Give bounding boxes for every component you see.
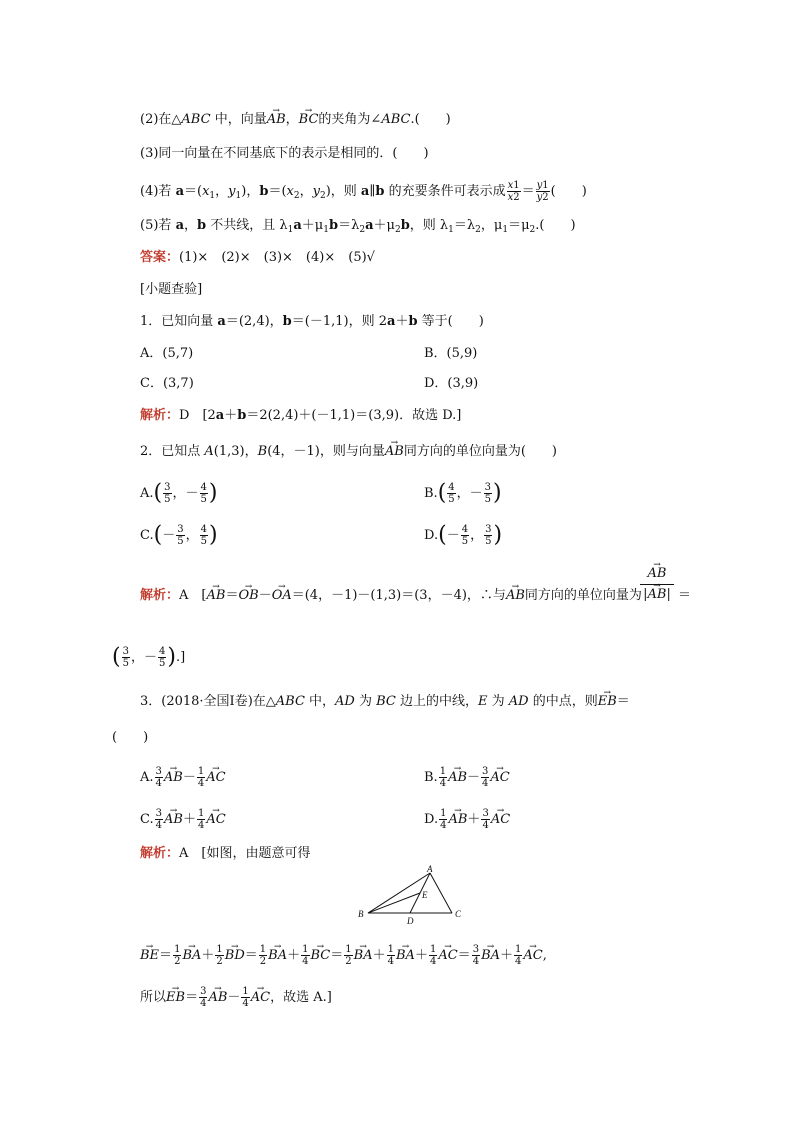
q3-option-a: A. $\frac{3}{4}$ → AB－ $\frac{1}{4}$ → AC (140, 766, 226, 789)
question-1: 1．已知向量 a＝(2,4)，b＝(－1,1)，则 2a＋b 等于( ) (140, 314, 484, 329)
question-2: 2．已知点 A(1,3)，B(4，－1)，则与向量→ AB同方向的单位向量为( ) (140, 444, 557, 460)
q2-option-d: D.(－ $\frac{4}{5}$ ， $\frac{3}{5}$ ) (424, 522, 503, 548)
q3-derivation: → BE＝ $\frac{1}{2}$ → BA＋ $\frac{1}{2}$ → BD＝ $\frac{1}{2}$ → BA＋ $\frac{1}{4}$ → BC＝ $\frac{1}{2}$ → BA＋ $\frac{1}{4}$ → BA＋ $\frac{1}{4}$ → AC＝ $\frac{3}{4}$ → BA＋ $\frac{1}{4}$ → AC, (140, 944, 547, 967)
q3-conclusion: 所以→ EB＝ $\frac{3}{4}$ → AB－ $\frac{1}{4}$ → AC，故选 A.] (140, 986, 332, 1009)
answer-text: (1)× (2)× (3)× (4)× (5)√ (179, 250, 375, 265)
q2-option-b: B.( $\frac{4}{5}$ ，－ $\frac{3}{5}$ ) (424, 480, 502, 506)
q2-option-a: A.( $\frac{3}{5}$ ，－ $\frac{4}{5}$ ) (140, 480, 218, 506)
q3-answer-paren: ( ) (112, 730, 149, 745)
q3-option-d: D. $\frac{1}{4}$ → AB＋ $\frac{3}{4}$ → AC (424, 808, 510, 831)
section-heading: [小题查验] (140, 282, 203, 297)
statement-2: (2)在△ABC 中，向量→ AB，→ BC的夹角为∠ABC.( ) (140, 112, 451, 128)
triangle-figure (352, 864, 472, 926)
side-ab (368, 873, 430, 913)
q1-option-a: A．(5,7) (140, 346, 194, 361)
label-e: E (422, 890, 428, 900)
q2-option-c: C.(－ $\frac{3}{5}$ ， $\frac{4}{5}$ ) (140, 522, 218, 548)
q1-solution: 解析：D [2a＋b＝2(2,4)＋(－1,1)＝(3,9)．故选 D.] (140, 408, 462, 423)
label-c: C (455, 909, 462, 919)
answer-line (140, 250, 375, 266)
statement-3: (3)同一向量在不同基底下的表示是相同的．( ) (140, 146, 429, 161)
question-3: 3．(2018·全国Ⅰ卷)在△ABC 中，AD 为 BC 边上的中线，E 为 AD 的中点，则→ EB＝ (140, 694, 630, 710)
q3-solution (140, 846, 310, 862)
q1-option-c: C．(3,7) (140, 376, 194, 391)
equals-sign: ＝ (678, 588, 692, 603)
answer-label: 答案： (140, 250, 180, 265)
label-a: A (427, 864, 433, 874)
unit-vector-fraction: → AB |→ AB| (640, 566, 674, 603)
q3-option-b: B. $\frac{1}{4}$ → AB－ $\frac{3}{4}$ → AC (424, 766, 510, 789)
q2-solution: 解析：A [→ AB＝→ OB－→ OA＝(4，－1)－(1,3)＝(3，－4)，∴与→ AB同方向的单位向量为 (140, 588, 642, 604)
label-b: B (358, 909, 364, 919)
q1-option-d: D．(3,9) (424, 376, 479, 391)
q2-solution-result: ( $\frac{3}{5}$ ，－ $\frac{4}{5}$ ).] (112, 644, 186, 670)
q2-solution-label: 解析： (140, 588, 180, 603)
q3-option-c: C. $\frac{3}{4}$ → AB＋ $\frac{1}{4}$ → AC (140, 808, 226, 831)
q1-option-b: B．(5,9) (424, 346, 478, 361)
q3-solution-label: 解析： (140, 846, 180, 861)
side-ac (430, 873, 452, 913)
q1-solution-label: 解析： (140, 408, 180, 423)
q3-solution-text: A [如图，由题意可得 (179, 846, 311, 861)
label-d: D (407, 916, 414, 926)
statement-5: (5)若 a，b 不共线，且 $\lambda_1a+\mu_1b=\lambda_2a+\mu_2b$，则 $\lambda_1=\lambda_2$，$\mu_1=\mu_2$.( ) (140, 218, 576, 235)
statement-4: (4)若 $a=(x_1$，$y_1$)，$b=(x_2$，$y_2$)，则 a∥b 的充要条件可表示成 $\frac{x1}{x2}$ ＝ $\frac{y1}{y2}$ ( ) (140, 180, 587, 203)
